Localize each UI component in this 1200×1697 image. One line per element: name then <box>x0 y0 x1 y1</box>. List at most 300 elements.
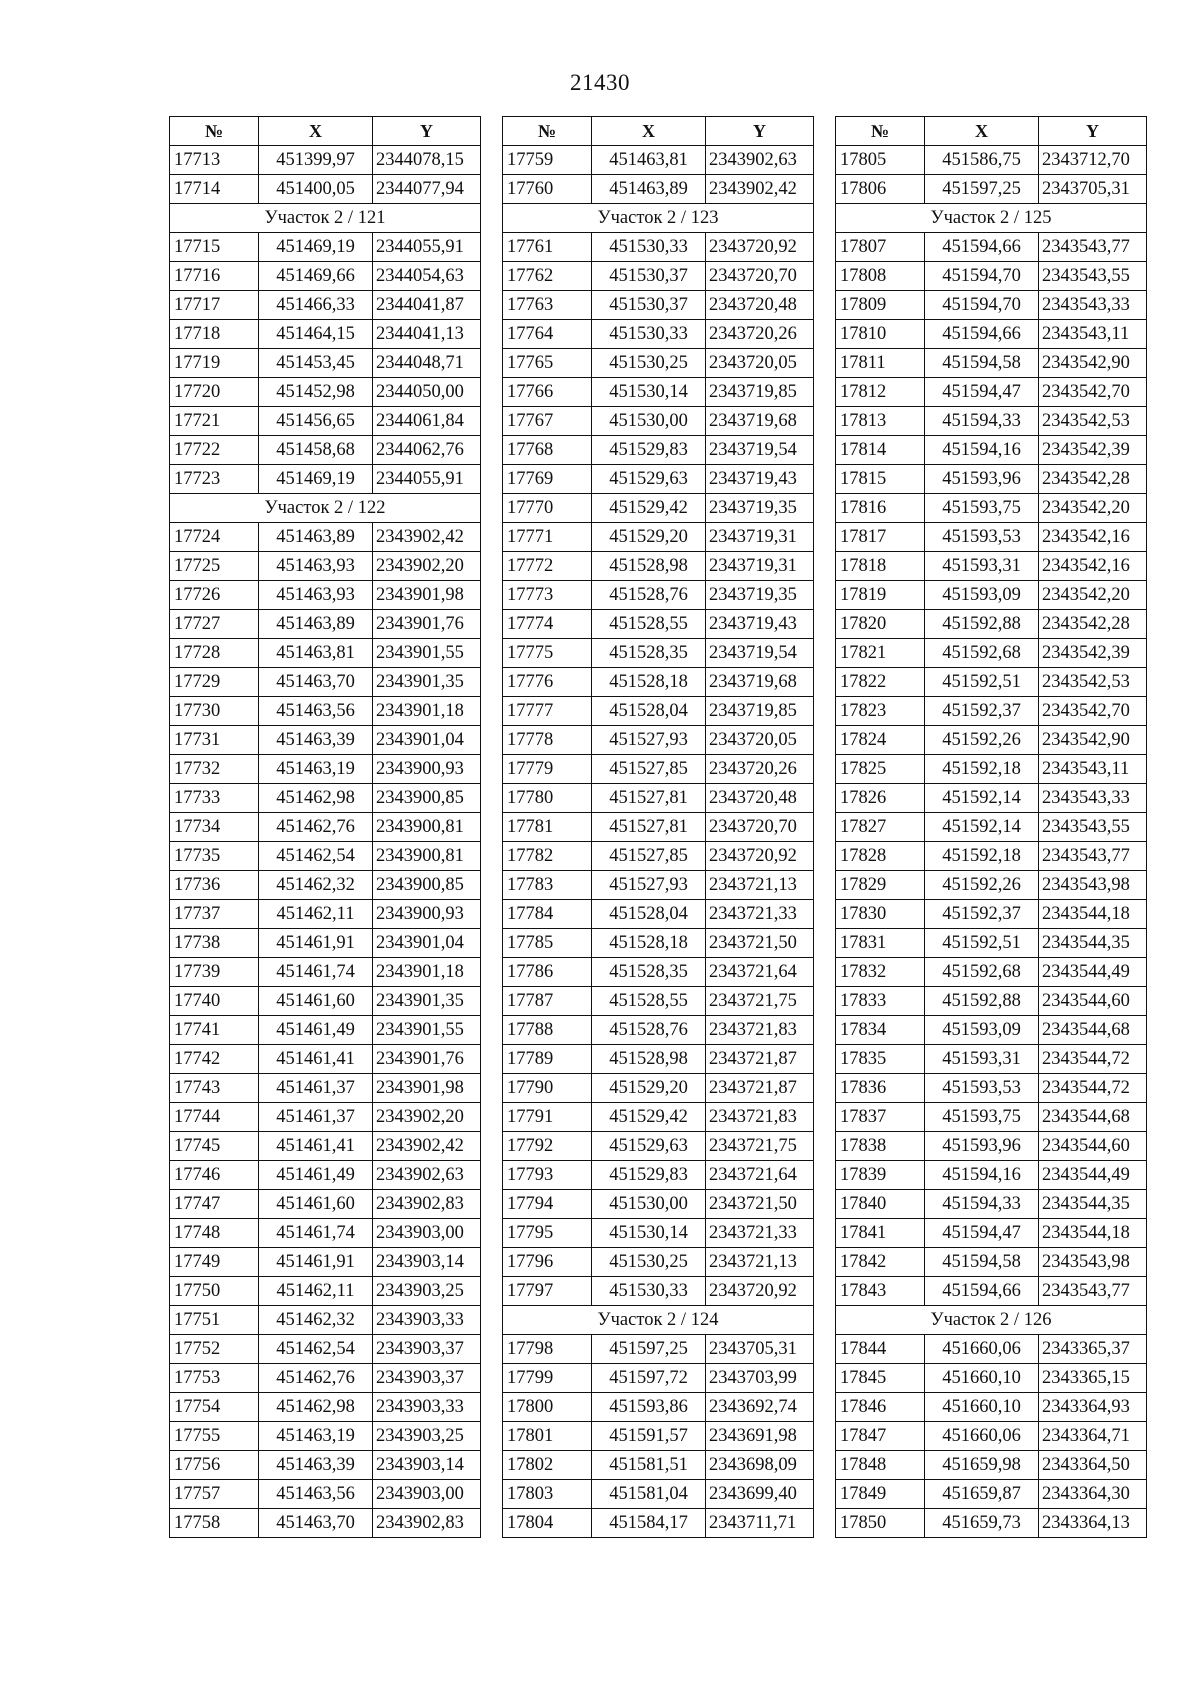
x-coordinate-cell: 451469,19 <box>259 465 373 494</box>
point-number-cell: 17722 <box>170 436 259 465</box>
point-number-cell: 17729 <box>170 668 259 697</box>
y-coordinate-cell: 2343544,60 <box>1039 987 1147 1016</box>
table-body <box>836 146 1147 1538</box>
y-coordinate-cell: 2343543,55 <box>1039 262 1147 291</box>
point-number-cell: 17762 <box>503 262 592 291</box>
x-coordinate-cell: 451527,93 <box>592 726 706 755</box>
y-coordinate-cell: 2343900,93 <box>373 755 481 784</box>
x-coordinate-cell: 451597,25 <box>592 1335 706 1364</box>
y-coordinate-cell: 2343721,50 <box>706 929 814 958</box>
point-number-cell: 17775 <box>503 639 592 668</box>
table-row <box>503 1219 814 1248</box>
point-number-cell: 17840 <box>836 1190 925 1219</box>
x-coordinate-cell: 451527,85 <box>592 842 706 871</box>
table-row <box>836 1219 1147 1248</box>
table-row <box>170 291 481 320</box>
table-row <box>503 1277 814 1306</box>
y-coordinate-cell: 2343902,42 <box>373 523 481 552</box>
y-coordinate-cell: 2343721,50 <box>706 1190 814 1219</box>
table-row <box>836 1045 1147 1074</box>
y-coordinate-cell: 2343542,90 <box>1039 349 1147 378</box>
y-coordinate-cell: 2343902,42 <box>373 1132 481 1161</box>
x-coordinate-cell: 451527,81 <box>592 813 706 842</box>
y-coordinate-cell: 2343720,26 <box>706 320 814 349</box>
y-coordinate-cell: 2343544,72 <box>1039 1045 1147 1074</box>
y-coordinate-cell: 2343543,11 <box>1039 755 1147 784</box>
table-row <box>503 1074 814 1103</box>
y-coordinate-cell: 2343901,55 <box>373 639 481 668</box>
table-row <box>170 1074 481 1103</box>
y-coordinate-cell: 2343721,13 <box>706 1248 814 1277</box>
y-coordinate-cell: 2343543,77 <box>1039 1277 1147 1306</box>
table-row <box>170 1219 481 1248</box>
table-row <box>503 987 814 1016</box>
x-coordinate-cell: 451528,35 <box>592 958 706 987</box>
point-number-cell: 17739 <box>170 958 259 987</box>
x-coordinate-cell: 451463,81 <box>259 639 373 668</box>
table-header-row <box>503 117 814 146</box>
table-row <box>170 1306 481 1335</box>
y-coordinate-cell: 2343720,26 <box>706 755 814 784</box>
x-coordinate-cell: 451594,16 <box>925 1161 1039 1190</box>
point-number-cell: 17798 <box>503 1335 592 1364</box>
point-number-cell: 17760 <box>503 175 592 204</box>
header-x: X <box>592 117 706 146</box>
table-row <box>170 639 481 668</box>
point-number-cell: 17848 <box>836 1451 925 1480</box>
table-row <box>836 668 1147 697</box>
point-number-cell: 17737 <box>170 900 259 929</box>
y-coordinate-cell: 2343365,15 <box>1039 1364 1147 1393</box>
point-number-cell: 17770 <box>503 494 592 523</box>
x-coordinate-cell: 451529,42 <box>592 1103 706 1132</box>
table-row <box>836 1509 1147 1538</box>
point-number-cell: 17757 <box>170 1480 259 1509</box>
point-number-cell: 17759 <box>503 146 592 175</box>
y-coordinate-cell: 2343901,04 <box>373 929 481 958</box>
table-row <box>836 291 1147 320</box>
table-row <box>836 581 1147 610</box>
x-coordinate-cell: 451461,41 <box>259 1045 373 1074</box>
x-coordinate-cell: 451527,85 <box>592 755 706 784</box>
table-row <box>503 610 814 639</box>
point-number-cell: 17810 <box>836 320 925 349</box>
point-number-cell: 17818 <box>836 552 925 581</box>
y-coordinate-cell: 2343719,31 <box>706 552 814 581</box>
table-row <box>836 1190 1147 1219</box>
point-number-cell: 17716 <box>170 262 259 291</box>
header-y: Y <box>373 117 481 146</box>
x-coordinate-cell: 451593,31 <box>925 1045 1039 1074</box>
point-number-cell: 17747 <box>170 1190 259 1219</box>
table-row <box>836 262 1147 291</box>
x-coordinate-cell: 451528,76 <box>592 581 706 610</box>
table-row <box>836 1248 1147 1277</box>
point-number-cell: 17783 <box>503 871 592 900</box>
section-row <box>170 204 481 233</box>
table-row <box>503 1016 814 1045</box>
point-number-cell: 17741 <box>170 1016 259 1045</box>
point-number-cell: 17774 <box>503 610 592 639</box>
table-row <box>836 813 1147 842</box>
header-x: X <box>259 117 373 146</box>
point-number-cell: 17803 <box>503 1480 592 1509</box>
y-coordinate-cell: 2343542,70 <box>1039 378 1147 407</box>
point-number-cell: 17817 <box>836 523 925 552</box>
y-coordinate-cell: 2343900,85 <box>373 871 481 900</box>
point-number-cell: 17758 <box>170 1509 259 1538</box>
table-row <box>503 291 814 320</box>
table-row <box>836 755 1147 784</box>
point-number-cell: 17839 <box>836 1161 925 1190</box>
x-coordinate-cell: 451528,04 <box>592 900 706 929</box>
point-number-cell: 17719 <box>170 349 259 378</box>
table-row <box>503 842 814 871</box>
x-coordinate-cell: 451462,11 <box>259 1277 373 1306</box>
page-number: 21430 <box>570 70 630 95</box>
table-row <box>170 436 481 465</box>
y-coordinate-cell: 2343705,31 <box>706 1335 814 1364</box>
x-coordinate-cell: 451462,76 <box>259 813 373 842</box>
x-coordinate-cell: 451461,41 <box>259 1132 373 1161</box>
y-coordinate-cell: 2344077,94 <box>373 175 481 204</box>
point-number-cell: 17777 <box>503 697 592 726</box>
table-row <box>503 581 814 610</box>
table-row <box>503 1045 814 1074</box>
x-coordinate-cell: 451594,58 <box>925 1248 1039 1277</box>
y-coordinate-cell: 2343703,99 <box>706 1364 814 1393</box>
point-number-cell: 17735 <box>170 842 259 871</box>
x-coordinate-cell: 451453,45 <box>259 349 373 378</box>
y-coordinate-cell: 2343542,39 <box>1039 436 1147 465</box>
x-coordinate-cell: 451469,66 <box>259 262 373 291</box>
point-number-cell: 17823 <box>836 697 925 726</box>
point-number-cell: 17743 <box>170 1074 259 1103</box>
table-row <box>170 581 481 610</box>
table-row <box>503 726 814 755</box>
point-number-cell: 17836 <box>836 1074 925 1103</box>
point-number-cell: 17714 <box>170 175 259 204</box>
y-coordinate-cell: 2343903,00 <box>373 1480 481 1509</box>
x-coordinate-cell: 451592,14 <box>925 813 1039 842</box>
x-coordinate-cell: 451529,83 <box>592 1161 706 1190</box>
x-coordinate-cell: 451461,60 <box>259 1190 373 1219</box>
table-row <box>170 1393 481 1422</box>
y-coordinate-cell: 2343903,37 <box>373 1335 481 1364</box>
table-body <box>170 146 481 1538</box>
point-number-cell: 17764 <box>503 320 592 349</box>
y-coordinate-cell: 2343901,35 <box>373 987 481 1016</box>
table-row <box>170 1480 481 1509</box>
table-row <box>836 1335 1147 1364</box>
x-coordinate-cell: 451461,74 <box>259 958 373 987</box>
table-row <box>503 407 814 436</box>
y-coordinate-cell: 2343543,55 <box>1039 813 1147 842</box>
x-coordinate-cell: 451462,76 <box>259 1364 373 1393</box>
x-coordinate-cell: 451461,74 <box>259 1219 373 1248</box>
x-coordinate-cell: 451592,37 <box>925 697 1039 726</box>
table-row <box>503 378 814 407</box>
table-row <box>503 1190 814 1219</box>
point-number-cell: 17815 <box>836 465 925 494</box>
y-coordinate-cell: 2343721,75 <box>706 987 814 1016</box>
y-coordinate-cell: 2343692,74 <box>706 1393 814 1422</box>
point-number-cell: 17753 <box>170 1364 259 1393</box>
y-coordinate-cell: 2343543,11 <box>1039 320 1147 349</box>
y-coordinate-cell: 2343542,20 <box>1039 581 1147 610</box>
y-coordinate-cell: 2343542,28 <box>1039 465 1147 494</box>
y-coordinate-cell: 2343719,85 <box>706 378 814 407</box>
x-coordinate-cell: 451529,63 <box>592 465 706 494</box>
y-coordinate-cell: 2343903,33 <box>373 1306 481 1335</box>
x-coordinate-cell: 451593,75 <box>925 494 1039 523</box>
y-coordinate-cell: 2343901,98 <box>373 1074 481 1103</box>
x-coordinate-cell: 451593,09 <box>925 581 1039 610</box>
table-row <box>836 871 1147 900</box>
x-coordinate-cell: 451594,33 <box>925 407 1039 436</box>
x-coordinate-cell: 451594,66 <box>925 233 1039 262</box>
table-row <box>836 639 1147 668</box>
y-coordinate-cell: 2343900,85 <box>373 784 481 813</box>
point-number-cell: 17749 <box>170 1248 259 1277</box>
y-coordinate-cell: 2343721,64 <box>706 1161 814 1190</box>
x-coordinate-cell: 451592,26 <box>925 871 1039 900</box>
point-number-cell: 17802 <box>503 1451 592 1480</box>
x-coordinate-cell: 451591,57 <box>592 1422 706 1451</box>
point-number-cell: 17841 <box>836 1219 925 1248</box>
table-row <box>503 929 814 958</box>
y-coordinate-cell: 2343903,37 <box>373 1364 481 1393</box>
y-coordinate-cell: 2343720,92 <box>706 1277 814 1306</box>
y-coordinate-cell: 2343903,25 <box>373 1277 481 1306</box>
y-coordinate-cell: 2343901,98 <box>373 581 481 610</box>
point-number-cell: 17766 <box>503 378 592 407</box>
table-row <box>170 1248 481 1277</box>
y-coordinate-cell: 2343720,70 <box>706 262 814 291</box>
section-title: Участок 2 / 126 <box>836 1306 1147 1335</box>
y-coordinate-cell: 2343720,48 <box>706 784 814 813</box>
point-number-cell: 17756 <box>170 1451 259 1480</box>
point-number-cell: 17809 <box>836 291 925 320</box>
header-number: № <box>170 117 259 146</box>
table-row <box>503 784 814 813</box>
point-number-cell: 17831 <box>836 929 925 958</box>
y-coordinate-cell: 2343364,93 <box>1039 1393 1147 1422</box>
x-coordinate-cell: 451528,76 <box>592 1016 706 1045</box>
header-y: Y <box>1039 117 1147 146</box>
table-row <box>836 233 1147 262</box>
x-coordinate-cell: 451592,88 <box>925 610 1039 639</box>
table-row <box>836 1277 1147 1306</box>
table-row <box>503 639 814 668</box>
table-row <box>170 175 481 204</box>
x-coordinate-cell: 451594,70 <box>925 291 1039 320</box>
x-coordinate-cell: 451463,56 <box>259 697 373 726</box>
point-number-cell: 17822 <box>836 668 925 697</box>
x-coordinate-cell: 451592,14 <box>925 784 1039 813</box>
point-number-cell: 17725 <box>170 552 259 581</box>
x-coordinate-cell: 451462,54 <box>259 842 373 871</box>
x-coordinate-cell: 451463,93 <box>259 552 373 581</box>
point-number-cell: 17744 <box>170 1103 259 1132</box>
table-row <box>170 900 481 929</box>
section-row <box>503 204 814 233</box>
y-coordinate-cell: 2343699,40 <box>706 1480 814 1509</box>
y-coordinate-cell: 2343543,33 <box>1039 291 1147 320</box>
y-coordinate-cell: 2343544,60 <box>1039 1132 1147 1161</box>
point-number-cell: 17821 <box>836 639 925 668</box>
point-number-cell: 17751 <box>170 1306 259 1335</box>
y-coordinate-cell: 2343364,71 <box>1039 1422 1147 1451</box>
x-coordinate-cell: 451463,56 <box>259 1480 373 1509</box>
table-row <box>170 929 481 958</box>
coordinate-table-1 <box>169 116 481 1538</box>
table-row <box>503 958 814 987</box>
point-number-cell: 17838 <box>836 1132 925 1161</box>
table-row <box>170 813 481 842</box>
y-coordinate-cell: 2343901,04 <box>373 726 481 755</box>
x-coordinate-cell: 451659,98 <box>925 1451 1039 1480</box>
point-number-cell: 17713 <box>170 146 259 175</box>
y-coordinate-cell: 2343719,43 <box>706 465 814 494</box>
y-coordinate-cell: 2343720,48 <box>706 291 814 320</box>
point-number-cell: 17806 <box>836 175 925 204</box>
point-number-cell: 17849 <box>836 1480 925 1509</box>
table-row <box>503 1480 814 1509</box>
y-coordinate-cell: 2343691,98 <box>706 1422 814 1451</box>
x-coordinate-cell: 451461,91 <box>259 1248 373 1277</box>
x-coordinate-cell: 451597,72 <box>592 1364 706 1393</box>
point-number-cell: 17768 <box>503 436 592 465</box>
point-number-cell: 17813 <box>836 407 925 436</box>
point-number-cell: 17847 <box>836 1422 925 1451</box>
point-number-cell: 17804 <box>503 1509 592 1538</box>
point-number-cell: 17748 <box>170 1219 259 1248</box>
point-number-cell: 17832 <box>836 958 925 987</box>
table-row <box>836 958 1147 987</box>
table-row <box>170 1364 481 1393</box>
x-coordinate-cell: 451528,18 <box>592 668 706 697</box>
y-coordinate-cell: 2343902,83 <box>373 1509 481 1538</box>
x-coordinate-cell: 451461,91 <box>259 929 373 958</box>
y-coordinate-cell: 2343720,05 <box>706 349 814 378</box>
table-row <box>503 436 814 465</box>
point-number-cell: 17843 <box>836 1277 925 1306</box>
point-number-cell: 17790 <box>503 1074 592 1103</box>
table-row <box>170 1132 481 1161</box>
table-row <box>503 1364 814 1393</box>
point-number-cell: 17726 <box>170 581 259 610</box>
y-coordinate-cell: 2343902,20 <box>373 1103 481 1132</box>
point-number-cell: 17805 <box>836 146 925 175</box>
y-coordinate-cell: 2343721,75 <box>706 1132 814 1161</box>
x-coordinate-cell: 451660,06 <box>925 1335 1039 1364</box>
x-coordinate-cell: 451593,53 <box>925 1074 1039 1103</box>
x-coordinate-cell: 451463,93 <box>259 581 373 610</box>
point-number-cell: 17786 <box>503 958 592 987</box>
y-coordinate-cell: 2344041,87 <box>373 291 481 320</box>
table-row <box>836 523 1147 552</box>
y-coordinate-cell: 2344054,63 <box>373 262 481 291</box>
point-number-cell: 17825 <box>836 755 925 784</box>
x-coordinate-cell: 451461,37 <box>259 1074 373 1103</box>
x-coordinate-cell: 451462,11 <box>259 900 373 929</box>
table-row <box>170 465 481 494</box>
x-coordinate-cell: 451592,26 <box>925 726 1039 755</box>
x-coordinate-cell: 451530,33 <box>592 233 706 262</box>
table-row <box>170 871 481 900</box>
point-number-cell: 17845 <box>836 1364 925 1393</box>
y-coordinate-cell: 2343544,35 <box>1039 1190 1147 1219</box>
point-number-cell: 17742 <box>170 1045 259 1074</box>
x-coordinate-cell: 451530,33 <box>592 320 706 349</box>
header-x: X <box>925 117 1039 146</box>
x-coordinate-cell: 451581,51 <box>592 1451 706 1480</box>
x-coordinate-cell: 451462,32 <box>259 871 373 900</box>
table-row <box>503 871 814 900</box>
point-number-cell: 17811 <box>836 349 925 378</box>
table-row <box>836 1422 1147 1451</box>
point-number-cell: 17738 <box>170 929 259 958</box>
point-number-cell: 17776 <box>503 668 592 697</box>
x-coordinate-cell: 451594,33 <box>925 1190 1039 1219</box>
table-row <box>836 1161 1147 1190</box>
point-number-cell: 17827 <box>836 813 925 842</box>
table-row <box>503 1161 814 1190</box>
x-coordinate-cell: 451463,89 <box>259 610 373 639</box>
point-number-cell: 17792 <box>503 1132 592 1161</box>
x-coordinate-cell: 451597,25 <box>925 175 1039 204</box>
y-coordinate-cell: 2343543,77 <box>1039 842 1147 871</box>
point-number-cell: 17791 <box>503 1103 592 1132</box>
table-row <box>503 813 814 842</box>
point-number-cell: 17723 <box>170 465 259 494</box>
table-row <box>836 1016 1147 1045</box>
x-coordinate-cell: 451660,10 <box>925 1393 1039 1422</box>
table-row <box>170 610 481 639</box>
y-coordinate-cell: 2343544,18 <box>1039 1219 1147 1248</box>
x-coordinate-cell: 451660,06 <box>925 1422 1039 1451</box>
table-row <box>503 1335 814 1364</box>
coordinate-table-2 <box>502 116 814 1538</box>
x-coordinate-cell: 451593,53 <box>925 523 1039 552</box>
table-row <box>170 1103 481 1132</box>
x-coordinate-cell: 451592,68 <box>925 958 1039 987</box>
y-coordinate-cell: 2343903,25 <box>373 1422 481 1451</box>
table-row <box>836 175 1147 204</box>
table-row <box>503 755 814 784</box>
x-coordinate-cell: 451592,37 <box>925 900 1039 929</box>
table-row <box>836 987 1147 1016</box>
y-coordinate-cell: 2343720,05 <box>706 726 814 755</box>
header-number: № <box>503 117 592 146</box>
x-coordinate-cell: 451593,31 <box>925 552 1039 581</box>
x-coordinate-cell: 451463,19 <box>259 1422 373 1451</box>
point-number-cell: 17784 <box>503 900 592 929</box>
table-row <box>836 378 1147 407</box>
y-coordinate-cell: 2343542,53 <box>1039 407 1147 436</box>
table-row <box>836 842 1147 871</box>
point-number-cell: 17752 <box>170 1335 259 1364</box>
table-row <box>170 1016 481 1045</box>
y-coordinate-cell: 2343542,28 <box>1039 610 1147 639</box>
point-number-cell: 17782 <box>503 842 592 871</box>
table-row <box>503 1451 814 1480</box>
y-coordinate-cell: 2343900,93 <box>373 900 481 929</box>
y-coordinate-cell: 2343720,92 <box>706 842 814 871</box>
table-row <box>170 233 481 262</box>
table-row <box>836 465 1147 494</box>
